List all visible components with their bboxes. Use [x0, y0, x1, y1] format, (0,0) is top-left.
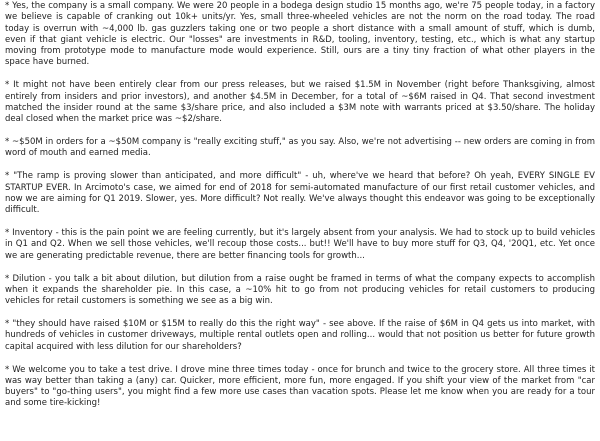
paragraph-test-drive: * We welcome you to take a test drive. I drove mine three times today - once for brunch and twice to the grocery store. All three times it was way better than taking a (any) car. Quicker, more efficient, more fun, more engaged. If you shift your view of the market from "car buyers" to "go-thing users", you might find a few more use cases than vacation spots. Please let me know when you are ready for a tour and some tire-kicking!	[5, 364, 595, 409]
paragraph-fundraising: * It might not have been entirely clear from our press releases, but we raised $1.5M in November (right before Thanksgiving, almost entirely from insiders and prior investors), and another $4.5M in December, for a total of ~$6M raised in Q4. That second investment matched the insider round at the same $3/share price, and also included a $3M note with warrants priced at $3.50/share. The holiday deal closed when the market price was ~$2/share.	[5, 80, 595, 125]
paragraph-company-size: * Yes, the company is a small company. We were 20 people in a bodega design studio 15 months ago, we're 75 people today, in a factory we believe is capable of cranking out 10k+ units/yr. Yes, small three-wheeled vehicles are not the norm on the road today. The road today is overrun with ~4,000 lb. gas guzzlers taking one or two people a short distance with a small amount of stuff, which is dumb, even if that giant vehicle is electric. Our "losses" are investments in R&D, tooling, inventory, testing, etc., which is what any startup moving from prototype mode to manufacture mode would experience. Still, ours are a tiny tiny fraction of what other players in the space have burned.	[5, 1, 595, 68]
paragraph-ramp: * "The ramp is proving slower than anticipated, and more difficult" - uh, where've we heard that before? Oh yeah, EVERY SINGLE EV STARTUP EVER. In Arcimoto's case, we aimed for end of 2018 for semi-automated manufacture of our first retail customer vehicles, and now we are aiming for Q1 2019. Slower, yes. More difficult? Not really. We've always thought this endeavor was going to be exceptionally difficult.	[5, 171, 595, 216]
paragraph-inventory: * Inventory - this is the pain point we are feeling currently, but it's largely absent from your analysis. We had to stock up to build vehicles in Q1 and Q2. When we sell those vehicles, we'll recoup those costs... but!! We'll have to buy more stuff for Q3, Q4, '20Q1, etc. Yet once we are generating predictable revenue, there are better financing tools for growth...	[5, 228, 595, 261]
paragraph-dilution: * Dilution - you talk a bit about dilution, but dilution from a raise ought be framed in terms of what the company expects to accomplish when it expands the shareholder pie. In this case, a ~10% hit to go from not producing vehicles for retail customers to producing vehicles for retail customers is something we see as a big win.	[5, 273, 595, 307]
paragraph-raise-size: * "they should have raised $10M or $15M to really do this the right way" - see above. If the raise of $6M in Q4 gets us into market, with hundreds of vehicles in customer driveways, multiple rental outlets open and rolling... would that not position us better for future growth capital acquired with less dilution for our shareholders?	[5, 319, 595, 352]
paragraph-orders: * ~$50M in orders for a ~$50M company is "really exciting stuff," as you say. Also, we're not advertising -- new orders are coming in from word of mouth and earned media.	[5, 137, 595, 159]
